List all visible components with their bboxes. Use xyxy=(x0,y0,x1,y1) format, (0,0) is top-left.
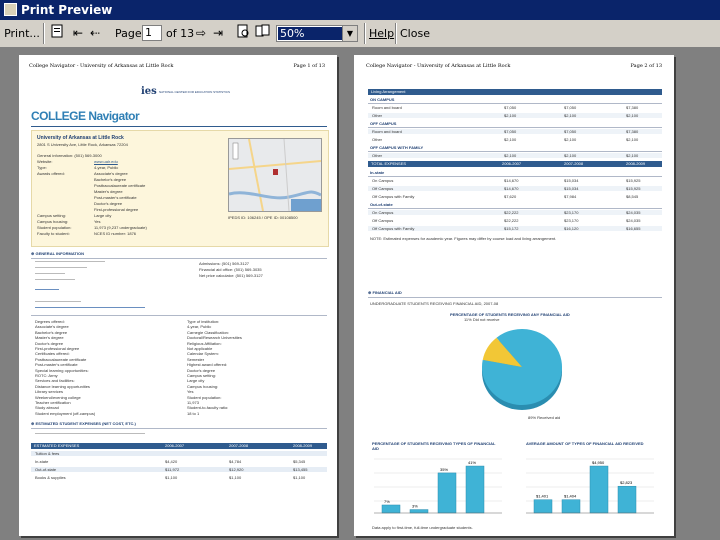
table-cell: $7,050 xyxy=(504,105,517,110)
toolbar-separator xyxy=(364,23,366,44)
total-expenses-header xyxy=(368,161,662,167)
bar1-title: PERCENTAGE OF STUDENTS RECEIVING TYPES OF FINANCIAL AID xyxy=(372,441,496,451)
financial-aid-pie-chart xyxy=(474,317,594,427)
section-general-information[interactable]: ⊕ GENERAL INFORMATION xyxy=(31,251,84,256)
print-button[interactable]: Print... xyxy=(4,27,40,40)
pie-label-bottom: 89% Received aid xyxy=(528,415,561,420)
expenses-cell: $1,100 xyxy=(165,475,178,480)
table-cell: $2,100 xyxy=(626,137,639,142)
info-row-value: Associate's degree xyxy=(94,171,128,176)
page-setup-icon[interactable] xyxy=(48,24,66,43)
table-cell: $15,925 xyxy=(626,178,641,183)
right-list-item: Highest award offered: xyxy=(187,362,228,368)
expenses-row-bg xyxy=(31,459,327,464)
expenses-row-bg xyxy=(31,475,327,480)
info-row-label: Awards offered: xyxy=(37,171,65,176)
zoom-value: 50% xyxy=(278,27,344,40)
table-cell: $16,120 xyxy=(564,226,579,231)
expenses-row-label: In-state xyxy=(35,459,49,464)
text-placeholder xyxy=(35,267,87,268)
expenses-row-label: Out-of-state xyxy=(35,467,57,472)
info-row-value: Doctor's degree xyxy=(94,201,123,206)
bar xyxy=(382,505,400,513)
section-rule xyxy=(31,428,327,429)
right-list-item: Carnegie Classification: xyxy=(187,329,230,335)
total-label: TOTAL EXPENSES xyxy=(371,161,407,166)
info-row-value: First-professional degree xyxy=(94,207,139,212)
expenses-cell: $12,920 xyxy=(229,467,244,472)
aid-types-percent-bar-chart xyxy=(374,455,504,519)
bar-label: $1,404 xyxy=(564,493,577,499)
table-cell: $7,050 xyxy=(504,129,517,134)
expenses-header-row xyxy=(31,443,327,449)
group-rule xyxy=(368,176,662,177)
expenses-row-bg xyxy=(31,451,327,456)
ies-logo: ies xyxy=(141,86,157,97)
right-list-item: Semester xyxy=(187,356,205,362)
expenses-row-label: Tuition & fees xyxy=(35,451,60,456)
close-button[interactable]: Close xyxy=(400,27,430,40)
college-navigator-logo: COLLEGE Navigator xyxy=(31,109,140,123)
table-cell: $7,380 xyxy=(626,105,639,110)
left-list-item: Postbaccalaureate certificate xyxy=(35,356,87,362)
left-list-item: Special learning opportunities: xyxy=(35,367,89,373)
expenses-title: ESTIMATED EXPENSES xyxy=(34,443,80,448)
info-row-value: Master's degree xyxy=(94,189,123,194)
left-list-item: Distance learning opportunities xyxy=(35,383,90,389)
table-row-label: Off Campus with Family xyxy=(372,226,415,231)
table-cell: $15,925 xyxy=(626,186,641,191)
bar-label: 41% xyxy=(468,460,477,466)
school-address: 2801 S University Ave, Little Rock, Arkansas 72204 xyxy=(37,142,128,147)
left-list-item: Associate's degree xyxy=(35,324,69,330)
right-list-item: Student population: xyxy=(187,394,222,400)
bar xyxy=(466,466,484,513)
bar xyxy=(618,486,636,513)
preview-page-2 xyxy=(354,55,674,536)
table-cell: $22,222 xyxy=(504,210,519,215)
school-name: University of Arkansas at Little Rock xyxy=(37,135,124,141)
group-rule xyxy=(368,151,662,152)
right-list-item: Type of institution: xyxy=(187,319,220,324)
left-list-item: Teacher certification xyxy=(35,400,71,405)
right-list-item: Yes xyxy=(187,389,194,395)
info-row-label: Type: xyxy=(37,165,47,170)
table-cell: $2,100 xyxy=(564,137,577,142)
bar-label: $4,950 xyxy=(592,460,605,466)
section-rule xyxy=(31,315,327,316)
table-group-label: In-state xyxy=(370,170,385,175)
bar xyxy=(534,500,552,513)
right-list-item: Large city xyxy=(187,378,205,384)
right-list-item: Religious Affiliation: xyxy=(187,340,222,346)
right-list-item: Doctor's degree xyxy=(187,367,216,373)
left-list-item: Degrees offered: xyxy=(35,319,65,324)
right-list-item: Campus housing: xyxy=(187,383,219,389)
location-map[interactable] xyxy=(228,138,322,212)
left-list-item: Certificates offered: xyxy=(35,351,70,357)
right-list-item: Student-to-faculty ratio: xyxy=(187,405,229,411)
general-phone: General information: (501) 569-3000 xyxy=(37,153,102,158)
right-list-item: 18 to 1 xyxy=(187,410,200,416)
table-group-label: ON CAMPUS xyxy=(370,97,395,102)
info-row-value[interactable]: www.ualr.edu xyxy=(94,159,118,164)
bar xyxy=(438,473,456,513)
table-cell: $7,050 xyxy=(564,105,577,110)
left-list-item: Weekend/evening college xyxy=(35,394,81,400)
institution-info-box xyxy=(31,130,329,247)
previous-page-icon[interactable]: ⇠ xyxy=(89,26,101,40)
text-placeholder xyxy=(35,301,81,302)
bar-label: 7% xyxy=(384,498,390,504)
bar2-title: AVERAGE AMOUNT OF TYPES OF FINANCIAL AID RECEIVED xyxy=(526,441,644,446)
next-page-icon[interactable]: ⇨ xyxy=(195,26,207,40)
section-rule xyxy=(368,297,662,298)
text-placeholder xyxy=(35,279,75,280)
table-cell: $7,620 xyxy=(504,194,517,199)
window-title: Print Preview xyxy=(21,3,113,17)
expenses-cell: $5,345 xyxy=(293,459,306,464)
expenses-col-1: 2006-2007 xyxy=(165,443,185,448)
right-list-item: Not applicable xyxy=(187,346,213,351)
text-placeholder xyxy=(35,261,105,262)
table-cell: $8,545 xyxy=(626,194,639,199)
table-group-label: Out-of-state xyxy=(370,202,393,207)
info-row-value: NCES ID number: 1876 xyxy=(94,231,137,236)
info-row-value: 4-year, Public xyxy=(94,165,119,170)
toolbar-separator xyxy=(395,23,397,44)
info-row-value: Large city xyxy=(94,213,112,218)
section-general-title: GENERAL INFORMATION xyxy=(35,251,84,256)
bar xyxy=(590,466,608,513)
table-cell: $2,100 xyxy=(564,113,577,118)
table-cell: $2,100 xyxy=(504,113,517,118)
table-cell: $2,100 xyxy=(504,137,517,142)
section-estimated-expenses[interactable]: ⊕ ESTIMATED STUDENT EXPENSES (NET COST, ETC.) xyxy=(31,421,136,426)
info-row-label: Student population: xyxy=(37,225,72,230)
expenses-cell: $1,100 xyxy=(229,475,242,480)
chevron-down-icon[interactable]: ▼ xyxy=(342,26,357,41)
pie-label-top: 11% Did not receive xyxy=(464,317,500,322)
table-row-label: Room and board xyxy=(372,129,402,134)
table-cell: $2,100 xyxy=(626,113,639,118)
expenses-cell: $4,784 xyxy=(229,459,242,464)
website-link[interactable] xyxy=(35,289,59,290)
left-list-item: ROTC: Army xyxy=(35,373,58,378)
preview-area[interactable] xyxy=(2,49,718,538)
two-page-view-icon[interactable] xyxy=(254,24,272,43)
total-col: 2006-2007 xyxy=(502,161,522,166)
bar xyxy=(562,500,580,513)
preview-page-1 xyxy=(19,55,337,536)
table-cell: $2,100 xyxy=(626,153,639,158)
info-row-value: Bachelor's degree xyxy=(94,177,127,182)
table-footnote: NOTE: Estimated expenses for academic year. Figures may differ by course load and living arrangement. xyxy=(370,236,557,241)
bar-label: $2,823 xyxy=(620,480,633,486)
print-preview-app-icon xyxy=(4,3,17,16)
table-row-label: Off Campus xyxy=(372,186,394,191)
table-cell: $15,034 xyxy=(564,178,579,183)
help-button[interactable]: Help xyxy=(369,27,395,40)
title-bar xyxy=(0,0,720,20)
bar xyxy=(410,510,428,513)
zoom-select[interactable] xyxy=(276,25,358,42)
page-count: of 13 xyxy=(166,27,195,40)
toolbar xyxy=(0,20,720,48)
total-col: 2007-2008 xyxy=(564,161,584,166)
contact-line: Net price calculator: (501) 569-3127 xyxy=(199,273,263,278)
page-header-left: College Navigator - University of Arkansas at Little Rock xyxy=(29,63,174,69)
living-arrangement-header xyxy=(368,89,662,95)
table-row-label: On Campus xyxy=(372,210,394,215)
info-row-label: Campus setting: xyxy=(37,213,66,218)
table-cell: $7,380 xyxy=(626,129,639,134)
info-row-value: Yes xyxy=(94,219,101,224)
bar-label: $1,401 xyxy=(536,493,549,499)
info-row-value: Post-master's certificate xyxy=(94,195,137,200)
info-row-value: 11,973 (9,237 undergraduate) xyxy=(94,225,147,230)
section-financial-aid-title: FINANCIAL AID xyxy=(372,290,402,295)
info-row-label: Website: xyxy=(37,159,53,164)
table-group-label: OFF CAMPUS WITH FAMILY xyxy=(370,145,424,150)
table-cell: $2,100 xyxy=(504,153,517,158)
table-cell: $7,050 xyxy=(564,129,577,134)
left-list-item: Library services xyxy=(35,389,64,395)
table-group-label: OFF CAMPUS xyxy=(370,121,397,126)
right-list-item: 4-year, Public xyxy=(187,324,212,330)
page-label: Page xyxy=(115,27,142,40)
info-row-value: Postbaccalaureate certificate xyxy=(94,183,146,188)
left-list-item: First-professional degree xyxy=(35,346,80,351)
link-placeholder[interactable] xyxy=(35,307,145,308)
section-estimated-title: ESTIMATED STUDENT EXPENSES (NET COST, ETC.) xyxy=(35,421,136,426)
section-financial-aid[interactable]: ⊕ FINANCIAL AID xyxy=(368,290,402,295)
bar-label: 35% xyxy=(440,466,449,472)
group-rule xyxy=(368,208,662,209)
expenses-cell: $11,972 xyxy=(165,467,180,472)
right-list-item: Calendar System: xyxy=(187,351,219,357)
table-cell: $2,100 xyxy=(564,153,577,158)
right-list-item: Doctoral/Research Universities xyxy=(187,335,242,341)
info-row-label: Faculty to student: xyxy=(37,231,70,236)
table-row-label: Off Campus with Family xyxy=(372,194,415,199)
logo-divider xyxy=(31,126,327,127)
right-list-item: Campus setting: xyxy=(187,373,216,378)
left-list-item: Bachelor's degree xyxy=(35,329,68,335)
table-cell: $23,170 xyxy=(564,210,579,215)
text-placeholder xyxy=(35,433,145,434)
expenses-col-3: 2008-2009 xyxy=(293,443,313,448)
table-cell: $22,222 xyxy=(504,218,519,223)
page-header-left: College Navigator - University of Arkansas at Little Rock xyxy=(366,63,511,69)
left-list-item: Student employment (off-campus) xyxy=(35,410,96,416)
table-row-label: Room and board xyxy=(372,105,402,110)
left-list-item: Master's degree xyxy=(35,335,64,341)
group-rule xyxy=(368,103,662,104)
expenses-cell: $4,420 xyxy=(165,459,178,464)
table-cell: $15,034 xyxy=(564,186,579,191)
left-list-item: Services and facilities: xyxy=(35,378,75,384)
ies-subtitle: NATIONAL CENTER FOR EDUCATION STATISTICS xyxy=(159,90,231,94)
table-cell: $24,035 xyxy=(626,210,641,215)
table-cell: $14,670 xyxy=(504,178,519,183)
last-page-icon[interactable]: ⇥ xyxy=(212,26,224,40)
single-page-view-icon[interactable] xyxy=(234,24,252,43)
contact-line: Admissions: (501) 569-3127 xyxy=(199,261,250,266)
first-page-icon[interactable]: ⇤ xyxy=(72,26,84,40)
left-list-item: Post-master's certificate xyxy=(35,362,78,368)
expenses-row-label: Books & supplies xyxy=(35,475,66,480)
table-title: Living Arrangement xyxy=(371,89,406,94)
contact-line: Financial aid office: (501) 569-3035 xyxy=(199,267,262,272)
table-cell: $7,984 xyxy=(564,194,577,199)
left-list-item: Doctor's degree xyxy=(35,340,64,346)
table-cell: $24,035 xyxy=(626,218,641,223)
expenses-cell: $1,100 xyxy=(293,475,306,480)
right-list-item: 11,973 xyxy=(187,400,199,405)
group-rule xyxy=(368,127,662,128)
info-row-label: Campus housing: xyxy=(37,219,69,224)
table-row-label: On Campus xyxy=(372,178,394,183)
left-list-item: Study abroad xyxy=(35,405,59,411)
table-cell: $16,655 xyxy=(626,226,641,231)
aid-amount-bar-chart xyxy=(526,455,656,519)
table-row-label: Other xyxy=(372,137,383,142)
page-header-right: Page 1 of 13 xyxy=(293,63,325,69)
bar-footnote: Data apply to first-time, full-time undergraduate students. xyxy=(372,525,473,530)
bar-label: 3% xyxy=(412,503,418,509)
table-cell: $15,172 xyxy=(504,226,519,231)
finaid-subtitle: UNDERGRADUATE STUDENTS RECEIVING FINANCIAL AID, 2007-08 xyxy=(370,301,499,306)
expenses-col-2: 2007-2008 xyxy=(229,443,249,448)
expenses-cell: $13,455 xyxy=(293,467,308,472)
page-number-input[interactable]: 1 xyxy=(142,25,162,41)
total-col: 2008-2009 xyxy=(626,161,646,166)
table-cell: $14,670 xyxy=(504,186,519,191)
toolbar-separator xyxy=(43,23,45,44)
table-row-label: Other xyxy=(372,113,383,118)
table-cell: $23,170 xyxy=(564,218,579,223)
pie-title: PERCENTAGE OF STUDENTS RECEIVING ANY FINANCIAL AID xyxy=(450,312,570,317)
table-row-label: Off Campus xyxy=(372,218,394,223)
table-row-label: Other xyxy=(372,153,383,158)
section-rule xyxy=(31,258,327,259)
text-placeholder xyxy=(35,273,65,274)
page-header-right: Page 2 of 13 xyxy=(630,63,662,69)
map-caption: IPEDS ID: 106245 / OPE ID: 00108500 xyxy=(228,215,298,220)
